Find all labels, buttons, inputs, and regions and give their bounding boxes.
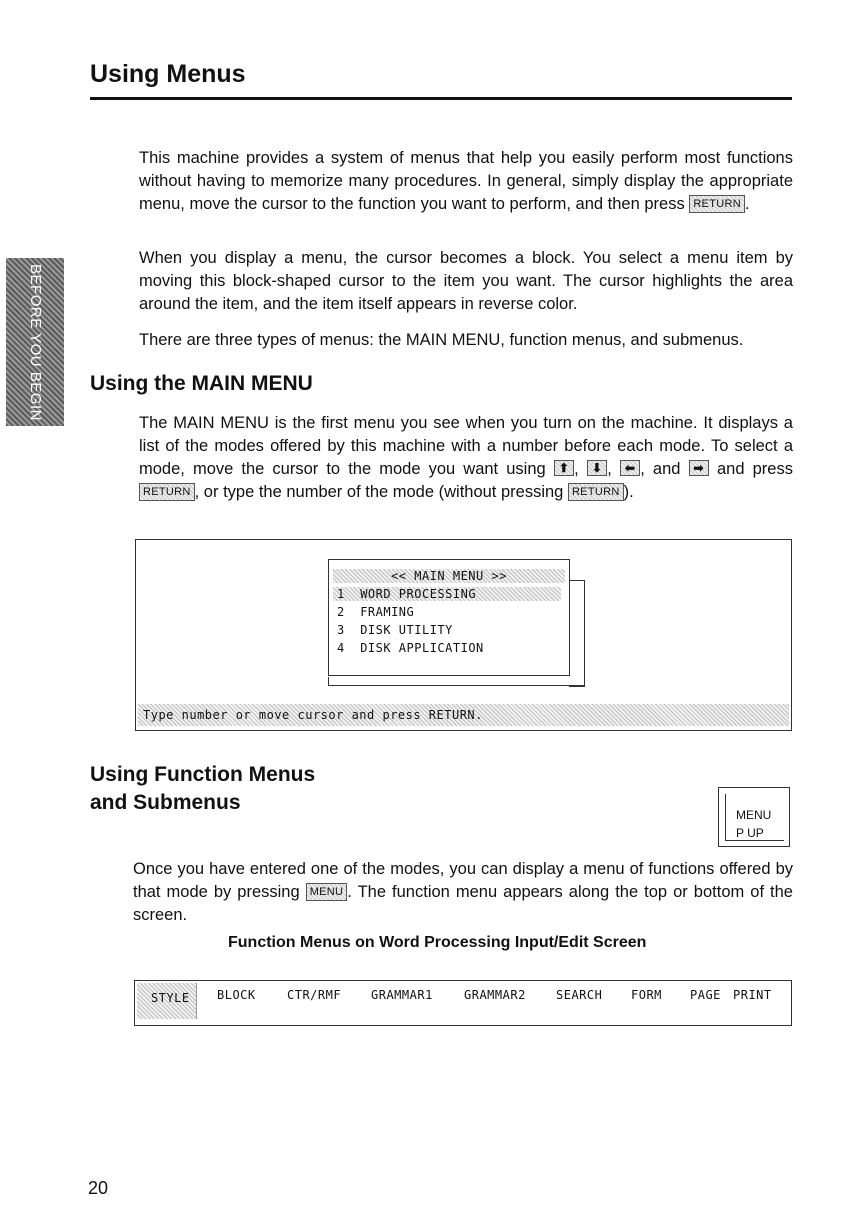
main-menu-heading: Using the MAIN MENU (90, 372, 313, 395)
down-arrow-key-icon: ⬇ (587, 460, 607, 476)
menu-key: MENU (306, 883, 348, 901)
function-item-grammar2[interactable]: GRAMMAR2 (464, 988, 526, 1002)
return-key: RETURN (139, 483, 195, 501)
figure-caption: Function Menus on Word Processing Input/Edit Screen (228, 934, 647, 951)
up-arrow-key-icon: ⬆ (554, 460, 574, 476)
right-arrow-key-icon: ➡ (689, 460, 709, 476)
return-key: RETURN (689, 195, 745, 213)
menu-shadow (569, 580, 585, 687)
menu-key-label-2: P UP (736, 826, 764, 840)
function-item-print[interactable]: PRINT (733, 988, 772, 1002)
menu-item-disk-application[interactable]: 4 DISK APPLICATION (337, 641, 484, 655)
function-item-search[interactable]: SEARCH (556, 988, 603, 1002)
main-menu-box (328, 559, 570, 676)
menu-key-icon (718, 787, 790, 847)
menu-key-label-1: MENU (736, 808, 772, 822)
menu-shadow-bottom (328, 677, 585, 686)
main-menu-title: << MAIN MENU >> (333, 569, 565, 583)
left-arrow-key-icon: ⬅ (620, 460, 640, 476)
return-key: RETURN (568, 483, 624, 501)
intro-paragraph-3: There are three types of menus: the MAIN MENU, function menus, and submenus. (139, 331, 744, 349)
function-item-page[interactable]: PAGE (690, 988, 721, 1002)
menu-item-framing[interactable]: 2 FRAMING (337, 605, 415, 619)
main-menu-screen-figure (135, 539, 792, 731)
menu-key-face (725, 794, 784, 841)
status-line: Type number or move cursor and press RETURN. (138, 704, 789, 726)
page-number: 20 (88, 1178, 109, 1198)
intro-paragraph-1: This machine provides a system of menus that help you easily perform most functions without having to memorize many procedures. In general, simply display the appropriate menu, move the cursor to the function you want to perform, and then press RETURN . (139, 149, 793, 213)
menu-item-word-processing[interactable]: 1 WORD PROCESSING (333, 587, 561, 601)
function-item-grammar1[interactable]: GRAMMAR1 (371, 988, 433, 1002)
function-item-style[interactable]: STYLE (137, 983, 197, 1019)
menu-item-disk-utility[interactable]: 3 DISK UTILITY (337, 623, 453, 637)
function-item-form[interactable]: FORM (631, 988, 662, 1002)
title-rule (90, 97, 792, 100)
side-tab (6, 258, 64, 426)
function-menus-paragraph: Once you have entered one of the modes, you can display a menu of functions offered by that mode by pressing MENU . The function menu appears along the top or bottom of the screen. (133, 860, 793, 924)
intro-paragraph-2: When you display a menu, the cursor becomes a block. You select a menu item by moving this block-shaped cursor to the item you want. The cursor highlights the area around the item, and the item itself appears in reverse color. (139, 249, 793, 313)
main-menu-paragraph: The MAIN MENU is the first menu you see when you turn on the machine. It displays a list of the modes offered by this machine with a number before each mode. To select a mode, move the cursor to the mode you want using ⬆ , ⬇ , ⬅ , and ➡ and press RETURN , or type the number of the mode (without pressing RETURN ). (139, 414, 793, 501)
function-menus-heading: Using Function Menus and Submenus (90, 763, 316, 814)
side-tab-label: BEFORE YOU BEGIN (26, 263, 44, 421)
function-item-block[interactable]: BLOCK (217, 988, 256, 1002)
page-title: Using Menus (90, 60, 246, 88)
function-item-ctr-rmf[interactable]: CTR/RMF (287, 988, 342, 1002)
function-menu-bar (134, 980, 792, 1026)
